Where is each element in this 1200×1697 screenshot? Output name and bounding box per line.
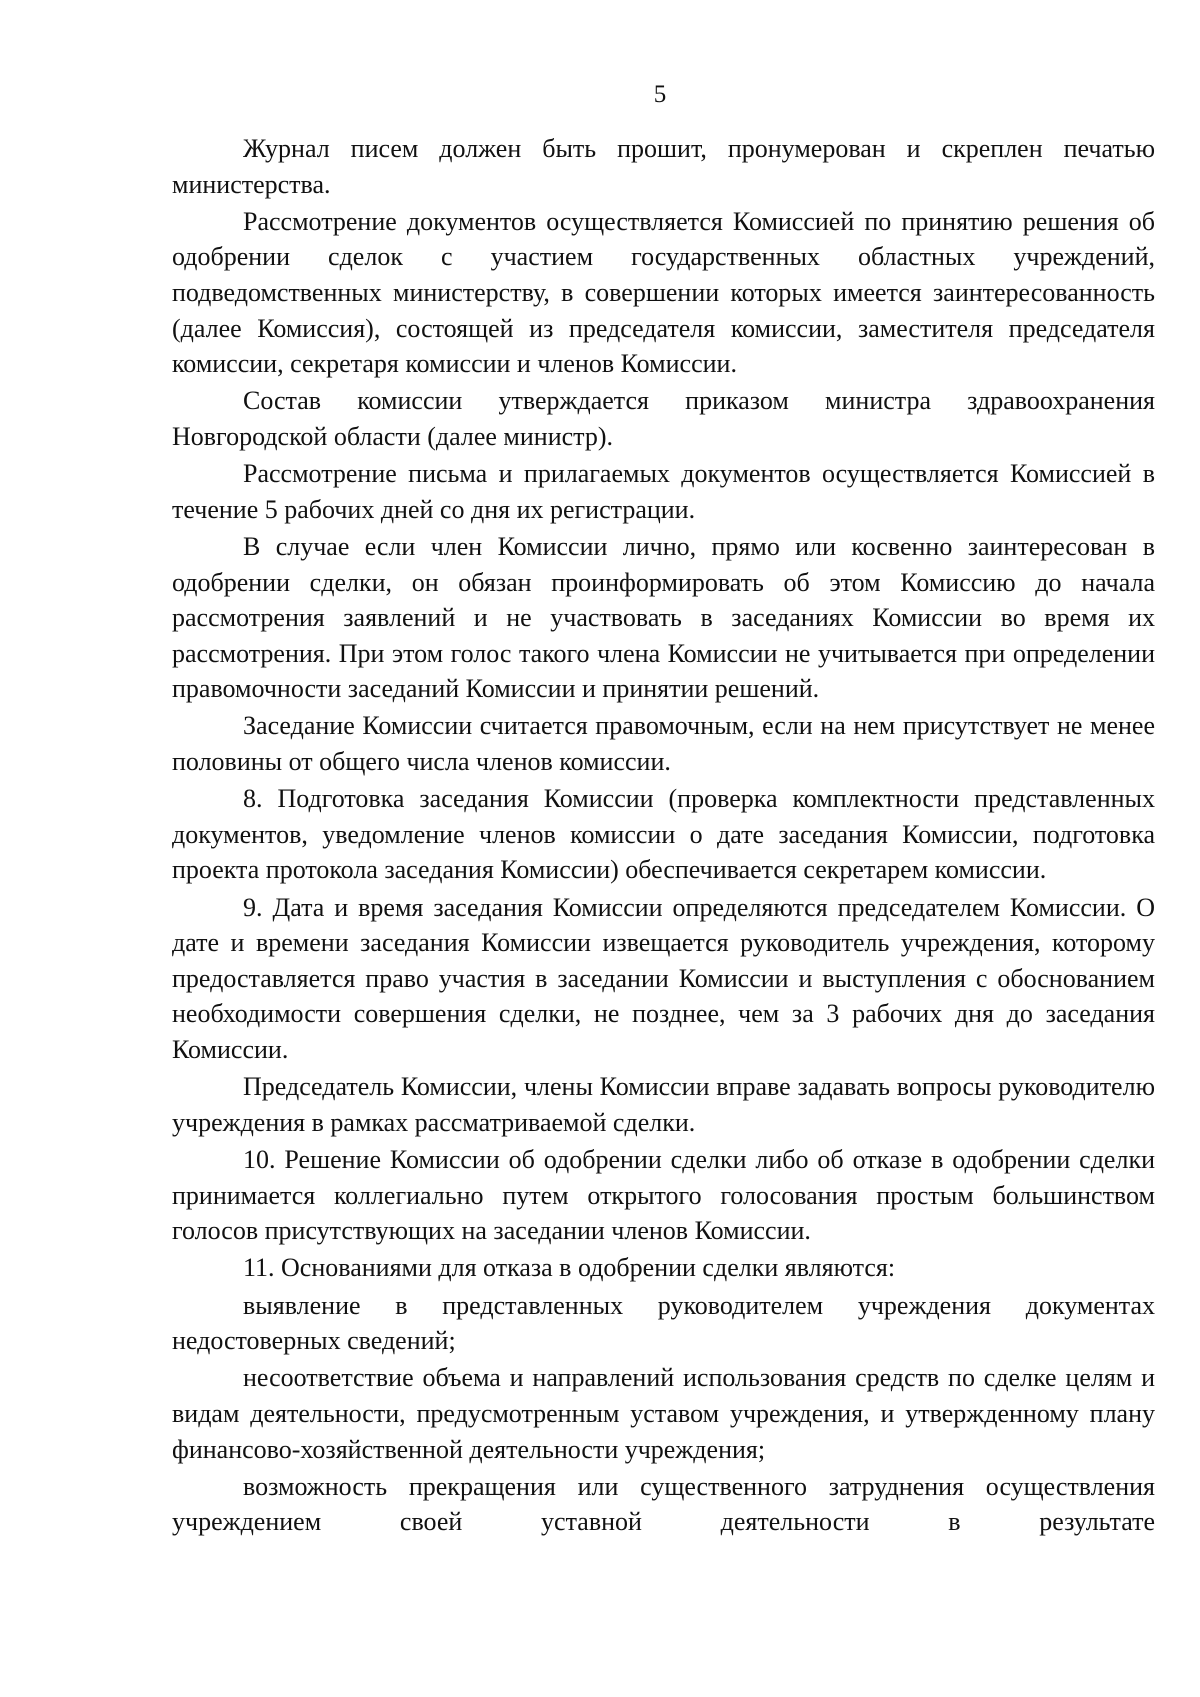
paragraph-questions: Председатель Комиссии, члены Комиссии вправе задавать вопросы руководителю учреждения в рамках рассматриваемой сделки. xyxy=(172,1072,1155,1137)
paragraph-quorum: Заседание Комиссии считается правомочным, если на нем присутствует не менее половины от общего числа членов комиссии. xyxy=(172,711,1155,777)
paragraph-refusal-impairment: возможность прекращения или существенного затруднения осуществления учреждением своей уставной деятельности в результате xyxy=(172,1471,1155,1537)
paragraph-item-10: 10. Решение Комиссии об одобрении сделки либо об отказе в одобрении сделки принимается коллегиально путем открытого голосования простым большинством голосов присутствующих на заседании членов Комиссии. xyxy=(172,1144,1155,1246)
paragraph-refusal-false-info: выявление в представленных руководителем учреждения документах недостоверных сведений; xyxy=(172,1290,1155,1356)
paragraph-commission-review: Рассмотрение документов осуществляется Комиссией по принятию решения об одобрении сделок с участием государственных областных учреждений, подведомственных министерству, в совершении которых имеется заинтересованность (далее Комиссия), состоящей из председателя комиссии, заместителя председателя комиссии, секретаря комиссии и членов Комиссии. xyxy=(172,206,1155,379)
paragraph-commission-composition: Состав комиссии утверждается приказом министра здравоохранения Новгородской области (далее министр). xyxy=(172,386,1155,451)
paragraph-review-term: Рассмотрение письма и прилагаемых документов осуществляется Комиссией в течение 5 рабочих дней со дня их регистрации. xyxy=(172,459,1155,524)
page-number: 5 xyxy=(653,81,667,108)
paragraph-item-8: 8. Подготовка заседания Комиссии (проверка комплектности представленных документов, уведомление членов комиссии о дате заседания Комиссии, подготовка проекта протокола заседания Комиссии) обеспечивается секретарем комиссии. xyxy=(172,784,1155,885)
paragraph-conflict-of-interest: В случае если член Комиссии лично, прямо или косвенно заинтересован в одобрении сделки, он обязан проинформировать об этом Комиссию до начала рассмотрения заявлений и не участвовать в заседаниях Комиссии во время их рассмотрения. При этом голос такого члена Комиссии не учитывается при определении правомочности заседаний Комиссии и принятии решений. xyxy=(172,531,1155,704)
document-body xyxy=(172,131,1155,1541)
paragraph-refusal-mismatch: несоответствие объема и направлений использования средств по сделке целям и видам деятельности, предусмотренным уставом учреждения, и утвержденному плану финансово-хозяйственной деятельности учреждения; xyxy=(172,1363,1155,1464)
paragraph-item-9: 9. Дата и время заседания Комиссии определяются председателем Комиссии. О дате и времени заседания Комиссии извещается руководитель учреждения, которому предоставляется право участия в заседании Комиссии и выступления с обоснованием необходимости совершения сделки, не позднее, чем за 3 рабочих дня до заседания Комиссии. xyxy=(172,892,1155,1064)
paragraph-item-11: 11. Основаниями для отказа в одобрении сделки являются: xyxy=(243,1253,896,1283)
paragraph-journal-binding: Журнал писем должен быть прошит, пронумерован и скреплен печатью министерства. xyxy=(172,134,1155,199)
